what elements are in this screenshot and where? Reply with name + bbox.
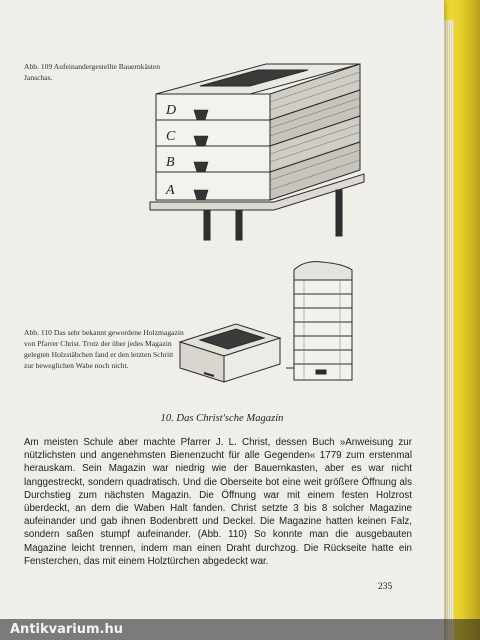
body-paragraph: Am meisten Schule aber machte Pfarrer J. L. Christ, dessen Buch »Anweisung zur nützlichsten und angenehmsten Bienenzucht für alle Gegenden« 1779 zum erstenmal herauskam. Sein Magazin war niedrig wie der Bauernkasten, aber es war nicht langgestreckt, sondern quadratisch. Und die Oberseite bot eine weit größere Öffnung als Durchstieg zum nächsten Magazin. Die Öffnung war mit einem festen Holzrost überdeckt, an dem die Waben Halt fanden. Christ setzte 3 bis 8 solcher Magazine aufeinander und gab ihnen Bodenbrett und Deckel. Die Magazine hatten keinen Falz, sondern saßen stumpf aufeinander. (Abb. 110) So konnte man die ausgebauten Magazine leicht trennen, indem man einen Draht durchzog. Die Rückseite hatte ein Fensterchen, das mit einem Holztürchen abgedeckt war. xyxy=(24,437,412,567)
figure-109-caption: Abb. 109 Aufeinandergestellte Bauernkästen Janschas. xyxy=(24,62,161,82)
figure-109-stacked-hive-boxes xyxy=(140,56,366,246)
tier-letter-a: A xyxy=(166,183,175,198)
figure-110-caption: Abb. 110 Das sehr bekannt gewordene Holzmagazin von Pfarrer Christ. Trotz der über jedes Magazin gelegten Holzstäbchen fand er den letzten Schritt zur beweglichen Wabe noch nicht. xyxy=(24,328,184,370)
tier-letter-d: D xyxy=(166,103,177,118)
tier-letter-b: B xyxy=(166,155,175,170)
page-number: 235 xyxy=(378,582,393,592)
figure-110-christ-hive xyxy=(176,256,368,392)
tier-letter-c: C xyxy=(166,129,176,144)
watermark-logo: Antikvarium.hu xyxy=(10,622,123,637)
section-title: 10. Das Christ'sche Magazin xyxy=(160,413,284,424)
